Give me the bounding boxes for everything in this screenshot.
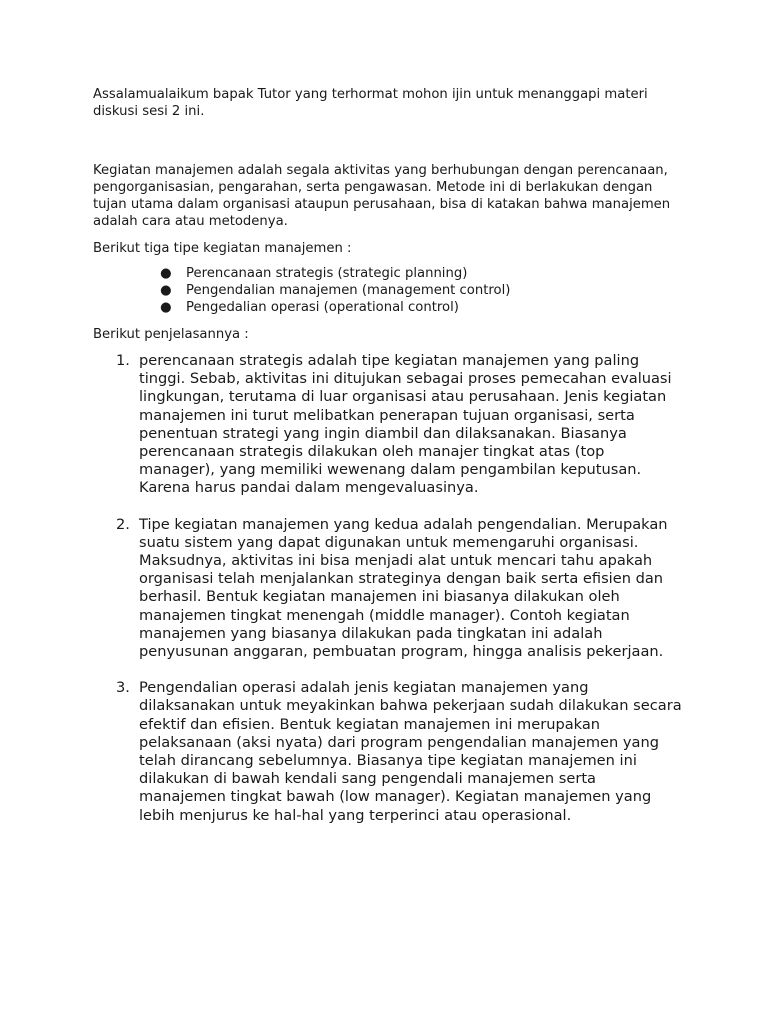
bullet-icon: ●: [160, 300, 172, 315]
greeting-paragraph: Assalamualaikum bapak Tutor yang terhormat mohon ijin untuk menanggapi materi diskusi sesi 2 ini.: [93, 87, 648, 119]
bullet-icon: ●: [160, 266, 172, 281]
document-page: [93, 86, 683, 843]
list-item: [93, 352, 683, 498]
types-lead: Berikut tiga tipe kegiatan manajemen :: [93, 241, 352, 256]
list-number: 3.: [116, 679, 130, 697]
list-number: 2.: [116, 515, 130, 533]
list-item: [160, 299, 683, 316]
list-item-text: Tipe kegiatan manajemen yang kedua adalah pengendalian. Merupakan suatu sistem yang dapat digunakan untuk memengaruhi organisasi. Maksudnya, aktivitas ini bisa menjadi alat untuk mencari tahu apakah organisasi telah menjalankan strateginya dengan baik serta efisien dan berhasil. Bentuk kegiatan manajemen ini biasanya dilakukan oleh manajemen tingkat menengah (middle manager). Contoh kegiatan manajemen yang biasanya dilakukan pada tingkatan ini adalah penyusunan anggaran, pembuatan program, hingga analisis pekerjaan.: [139, 515, 668, 661]
list-number: 1.: [116, 352, 130, 369]
list-item: [160, 282, 683, 299]
list-item: [93, 516, 683, 662]
list-item-text: perencanaan strategis adalah tipe kegiatan manajemen yang paling tinggi. Sebab, aktivitas ini ditujukan sebagai proses pemecahan evaluasi lingkungan, terutama di luar organisasi atau perusahaan. Jenis kegiatan manajemen ini turut melibatkan penerapan tujuan organisasi, serta penentuan strategi yang ingin diambil dan dilaksanakan. Biasanya perencanaan strategis dilakukan oleh manajer tingkat atas (top manager), yang memiliki wewenang dalam pengambilan keputusan. Karena harus pandai dalam mengevaluasinya.: [139, 352, 672, 497]
list-item-text: Pengendalian operasi adalah jenis kegiatan manajemen yang dilaksanakan untuk meyakinkan bahwa pekerjaan sudah dilakukan secara efektif dan efisien. Bentuk kegiatan manajemen ini merupakan pelaksanaan (aksi nyata) dari program pengendalian manajemen yang telah dirancang sebelumnya. Biasanya tipe kegiatan manajemen ini dilakukan di bawah kendali sang pengendali manajemen serta manajemen tingkat bawah (low manager). Kegiatan manajemen yang lebih menjurus ke hal-hal yang terperinci atau operasional.: [139, 679, 682, 824]
bullet-icon: ●: [160, 283, 172, 298]
explain-lead: Berikut penjelasannya :: [93, 327, 249, 342]
list-item-text: Pengendalian manajemen (management control): [186, 283, 511, 298]
types-list: [93, 265, 683, 316]
list-item: [93, 679, 683, 825]
list-item: [160, 265, 683, 282]
intro-paragraph: Kegiatan manajemen adalah segala aktivitas yang berhubungan dengan perencanaan, pengorganisasian, pengarahan, serta pengawasan. Metode ini di berlakukan dengan tujan utama dalam organisasi ataupun perusahaan, bisa di katakan bahwa manajemen adalah cara atau metodenya.: [93, 163, 671, 229]
explanations-list: [93, 352, 683, 825]
list-item-text: Perencanaan strategis (strategic planning): [186, 266, 468, 281]
list-item-text: Pengedalian operasi (operational control): [186, 300, 459, 315]
